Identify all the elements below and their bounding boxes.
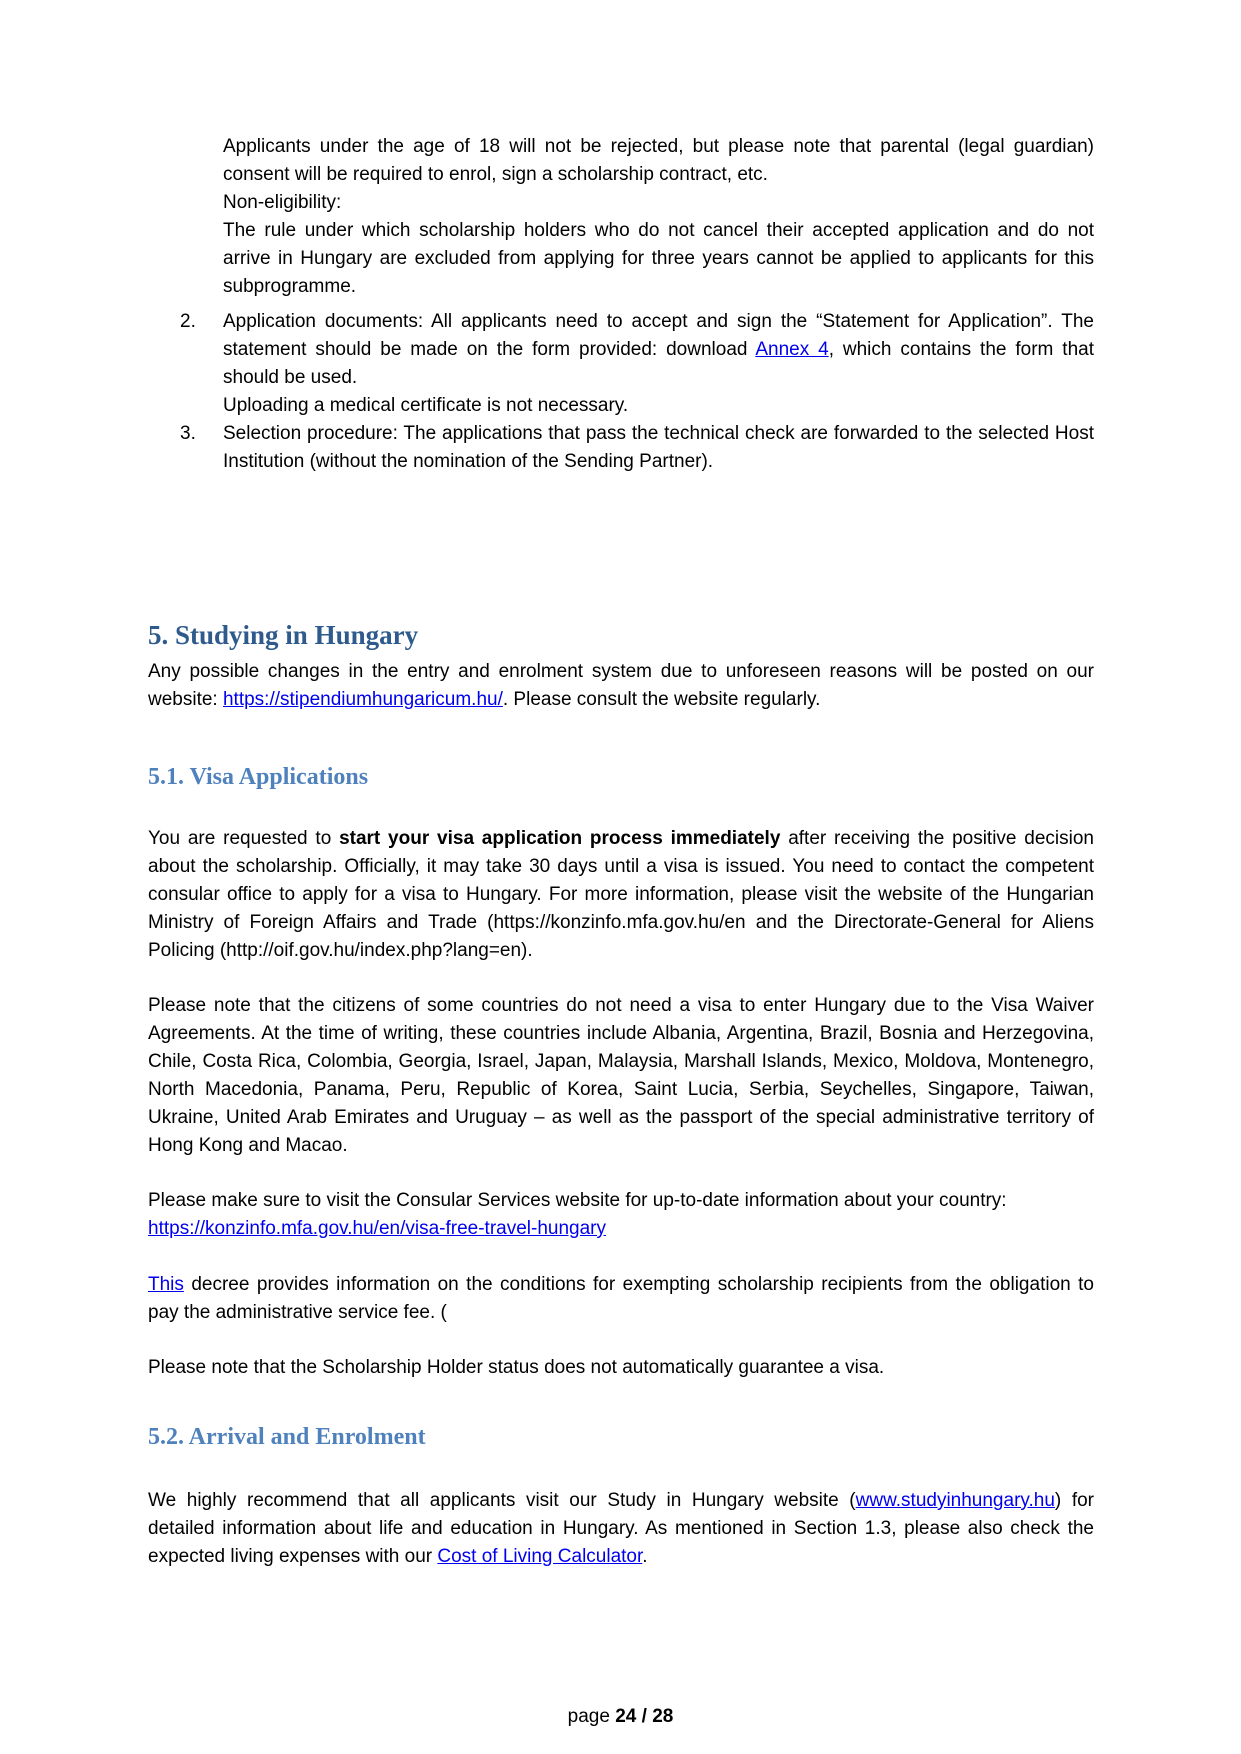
section-5-1-heading: 5.1. Visa Applications (148, 764, 369, 790)
intro-block (223, 133, 1094, 301)
application-documents-text: Application documents: All applicants need to accept and sign the “Statement for Application”. The statement should be made on the form provided: download Annex 4, which contains the form that should be used. (223, 311, 1094, 388)
section-5-heading: 5. Studying in Hungary (148, 620, 419, 650)
list-item-2 (180, 308, 1094, 420)
list-number: 2. (180, 311, 196, 332)
section-5-2-heading: 5.2. Arrival and Enrolment (148, 1424, 426, 1450)
page-number: page 24 / 28 (567, 1706, 674, 1727)
list-number: 3. (180, 423, 196, 444)
selection-procedure-text: Selection procedure: The applications that pass the technical check are forwarded to the selected Host Institution (without the nomination of the Sending Partner). (223, 423, 1094, 472)
stipendium-website-link[interactable]: https://stipendiumhungaricum.hu/ (222, 689, 503, 710)
cost-of-living-calculator-link[interactable]: Cost of Living Calculator (437, 1546, 643, 1567)
visa-free-travel-link[interactable]: https://konzinfo.mfa.gov.hu/en/visa-free-travel-hungary (148, 1218, 606, 1239)
decree-link[interactable]: This (148, 1274, 184, 1295)
visa-paragraph-2: Please note that the citizens of some countries do not need a visa to enter Hungary due to the Visa Waiver Agreements. At the time of writing, these countries include Albania, Argentina, Brazil, Bosnia and Herzegovina, Chile, Costa Rica, Colombia, Georgia, Israel, Japan, Malaysia, Marshall Islands, Mexico, Moldova, Montenegro, North Macedonia, Panama, Peru, Republic of Korea, Saint Lucia, Serbia, Seychelles, Singapore, Taiwan, Ukraine, United Arab Emirates and Uruguay – as well as the passport of the special administrative territory of Hong Kong and Macao. (148, 995, 1094, 1156)
age-note: Applicants under the age of 18 will not be rejected, but please note that parental (legal guardian) consent will be required to enrol, sign a scholarship contract, etc. (223, 136, 1094, 185)
annex-4-link[interactable]: Annex 4 (755, 339, 829, 360)
medical-certificate-note: Uploading a medical certificate is not necessary. (223, 395, 629, 416)
study-in-hungary-link[interactable]: www.studyinhungary.hu (855, 1490, 1055, 1511)
visa-emphasis: start your visa application process immediately (339, 828, 781, 849)
non-eligibility-text: The rule under which scholarship holders who do not cancel their accepted application and do not arrive in Hungary are excluded from applying for three years cannot be applied to applicants for this subprogramme. (223, 220, 1094, 297)
list-item-3 (180, 420, 1094, 476)
visa-paragraph-4: This decree provides information on the conditions for exempting scholarship recipients from the obligation to pay the administrative service fee. ( (148, 1274, 1094, 1323)
current-page: 24 (615, 1706, 637, 1727)
visa-paragraph-5: Please note that the Scholarship Holder status does not automatically guarantee a visa. (148, 1357, 885, 1378)
arrival-paragraph: We highly recommend that all applicants visit our Study in Hungary website (www.studyinhungary.hu) for detailed information about life and education in Hungary. As mentioned in Section 1.3, please also check the expected living expenses with our Cost of Living Calculator. (148, 1490, 1095, 1567)
total-pages: 28 (652, 1706, 674, 1727)
non-eligibility-label: Non-eligibility: (223, 192, 342, 213)
section-5-intro: Any possible changes in the entry and enrolment system due to unforeseen reasons will be posted on our website: https://stipendiumhungaricum.hu/. Please consult the website regularly. (148, 661, 1094, 710)
visa-paragraph-3: Please make sure to visit the Consular Services website for up-to-date information about your country: https://konzinfo.mfa.gov.hu/en/visa-free-travel-hungary (148, 1190, 1007, 1239)
visa-paragraph-1: You are requested to start your visa application process immediately after receiving the positive decision about the scholarship. Officially, it may take 30 days until a visa is issued. You need to contact the competent consular office to apply for a visa to Hungary. For more information, please visit the website of the Hungarian Ministry of Foreign Affairs and Trade (https://konzinfo.mfa.gov.hu/en and the Directorate-General for Aliens Policing (http://oif.gov.hu/index.php?lang=en). (148, 828, 1095, 961)
